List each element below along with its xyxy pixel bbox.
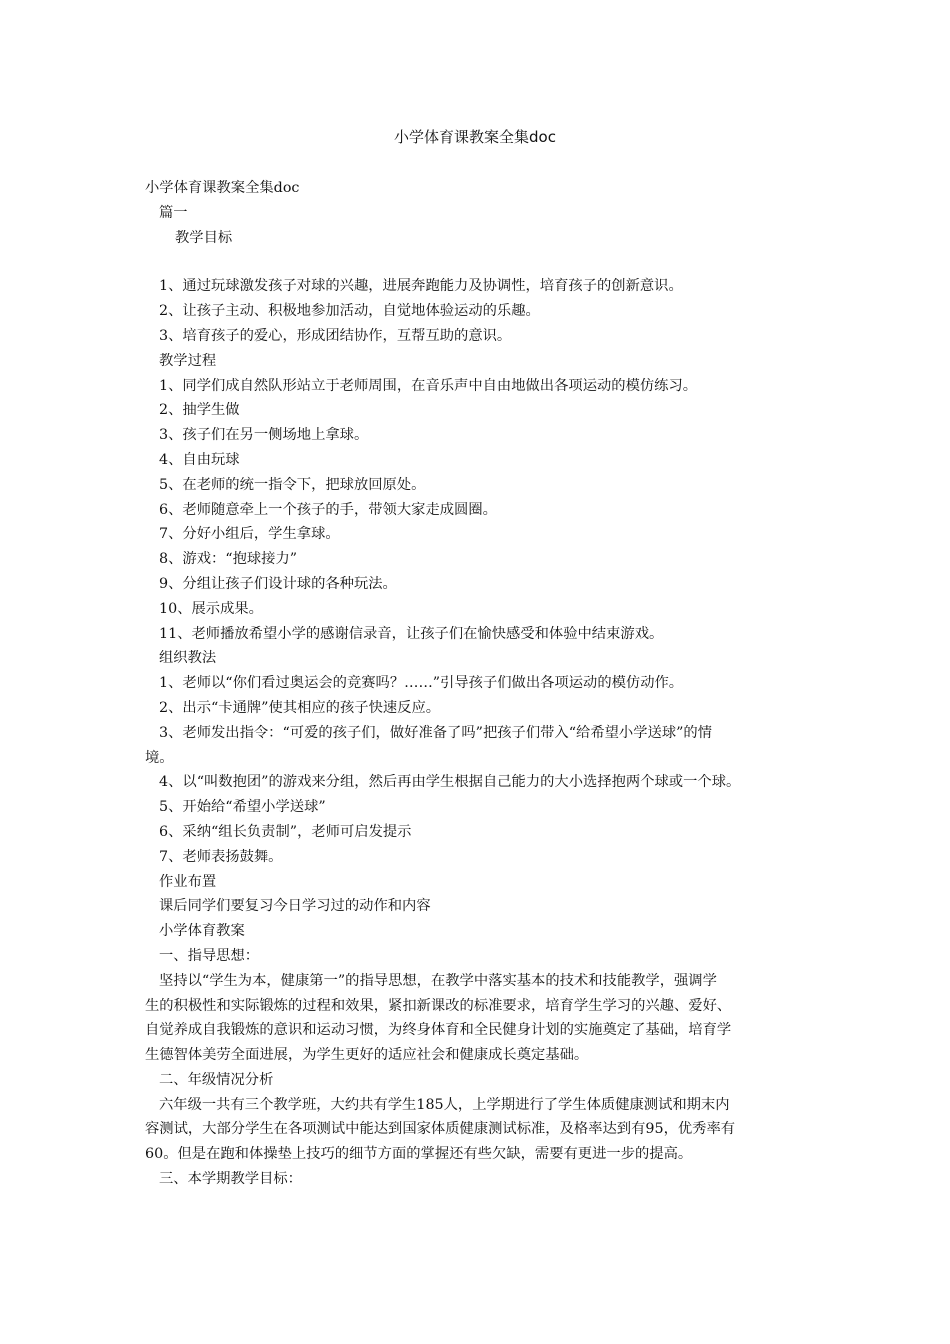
paragraph-line: 1、同学们成自然队形站立于老师周围，在音乐声中自由地做出各项运动的模仿练习。 <box>159 377 698 394</box>
paragraph-line: 3、培育孩子的爱心，形成团结协作，互帮互助的意识。 <box>159 327 512 344</box>
section-heading: 二、年级情况分析 <box>159 1071 274 1088</box>
paragraph-line: 6、老师随意牵上一个孩子的手，带领大家走成圆圈。 <box>159 501 497 518</box>
paragraph-line: 课后同学们要复习今日学习过的动作和内容 <box>159 898 431 915</box>
body-heading: 小学体育课教案全集doc <box>145 180 300 196</box>
paragraph-line: 自觉养成自我锻炼的意识和运动习惯，为终身体育和全民健身计划的实施奠定了基础，培育学 <box>145 1022 732 1039</box>
paragraph-line: 5、开始给“希望小学送球” <box>159 799 326 816</box>
paragraph-line: 8、游戏：“抱球接力” <box>159 551 298 568</box>
section-heading: 三、本学期教学目标： <box>159 1171 302 1188</box>
section-heading: 小学体育教案 <box>159 923 245 940</box>
paragraph-line: 10、展示成果。 <box>159 600 263 617</box>
paragraph-line: 生德智体美劳全面进展，为学生更好的适应社会和健康成长奠定基础。 <box>145 1047 589 1064</box>
paragraph-line: 1、老师以“你们看过奥运会的竞赛吗？……”引导孩子们做出各项运动的模仿动作。 <box>159 675 684 692</box>
blank-line <box>145 250 825 274</box>
paragraph-line: 2、出示“卡通牌”使其相应的孩子快速反应。 <box>159 699 441 716</box>
section-heading: 一、指导思想： <box>159 947 260 964</box>
paragraph-line: 生的积极性和实际锻炼的过程和效果，紧扣新课改的标准要求，培育学生学习的兴趣、爱好、 <box>145 997 732 1014</box>
paragraph-line: 3、老师发出指令：“可爱的孩子们，做好准备了吗”把孩子们带入“给希望小学送球”的情 <box>159 724 713 741</box>
paragraph-line: 4、自由玩球 <box>159 451 240 468</box>
paragraph-line: 六年级一共有三个教学班，大约共有学生185人，上学期进行了学生体质健康测试和期末内 <box>159 1096 730 1113</box>
paragraph-line: 3、孩子们在另一侧场地上拿球。 <box>159 427 369 444</box>
paragraph-line: 容测试，大部分学生在各项测试中能达到国家体质健康测试标准，及格率达到有95，优秀率有 <box>145 1121 736 1138</box>
paragraph-line: 2、让孩子主动、积极地参加活动，自觉地体验运动的乐趣。 <box>159 303 540 320</box>
paragraph-line: 境。 <box>145 749 174 766</box>
paragraph-line: 7、分好小组后，学生拿球。 <box>159 526 340 543</box>
paragraph-line: 6、采纳“组长负责制”，老师可启发提示 <box>159 823 412 840</box>
document-body <box>145 176 825 1192</box>
section-heading: 组织教法 <box>159 650 217 667</box>
paragraph-line: 4、以“叫数抱团”的游戏来分组，然后再由学生根据自己能力的大小选择抱两个球或一个球。 <box>159 774 741 791</box>
paragraph-line: 9、分组让孩子们设计球的各种玩法。 <box>159 575 397 592</box>
section-heading: 教学过程 <box>159 352 217 369</box>
paragraph-line: 60。但是在跑和体操垫上技巧的细节方面的掌握还有些欠缺，需要有更进一步的提高。 <box>145 1146 693 1163</box>
section-heading: 作业布置 <box>159 873 217 890</box>
paragraph-line: 5、在老师的统一指令下，把球放回原处。 <box>159 476 426 493</box>
paragraph-line: 1、通过玩球激发孩子对球的兴趣，进展奔跑能力及协调性，培育孩子的创新意识。 <box>159 278 683 295</box>
paragraph-line: 2、抽学生做 <box>159 402 240 419</box>
paragraph-line: 11、老师播放希望小学的感谢信录音，让孩子们在愉快感受和体验中结束游戏。 <box>159 625 664 642</box>
document-title: 小学体育课教案全集doc <box>394 128 556 146</box>
paragraph-line: 7、老师表扬鼓舞。 <box>159 848 283 865</box>
section-heading: 教学目标 <box>175 229 233 246</box>
paragraph-line: 坚持以“学生为本，健康第一”的指导思想，在教学中落实基本的技术和技能教学，强调学 <box>159 972 717 989</box>
section-label: 篇一 <box>159 204 188 221</box>
